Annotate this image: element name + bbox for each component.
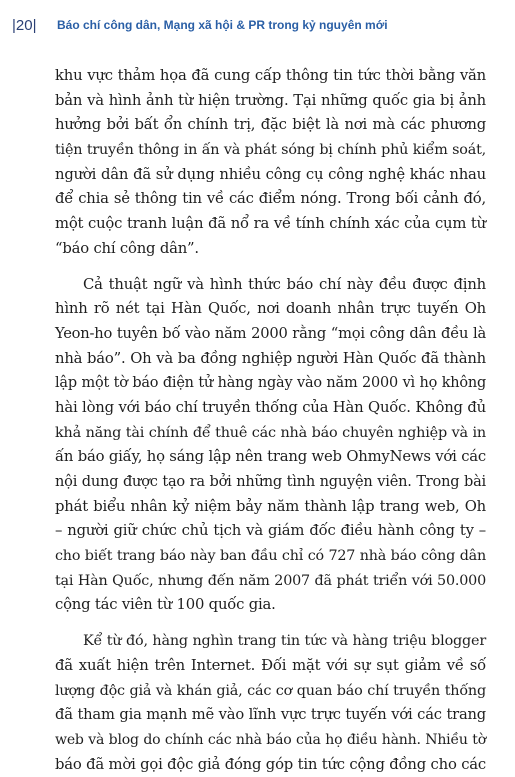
text-line: – người giữ chức chủ tịch và giám đốc điều hành công ty – — [55, 522, 486, 540]
text-line: người dân đã sử dụng nhiều công cụ công nghệ khác nhau — [55, 165, 486, 183]
text-line: web và blog do chính các nhà báo của họ điều hành. Nhiều tờ — [55, 731, 486, 748]
paragraph — [55, 273, 486, 619]
text-line: báo đã mời gọi độc giả đóng góp tin tức cộng đồng cho các — [55, 755, 486, 773]
text-line: ấn báo giấy, họ sáng lập nên trang web OhmyNews với các — [55, 448, 486, 466]
text-line: lượng độc giả và khán giả, các cơ quan báo chí truyền thống — [55, 682, 486, 699]
text-line: đã xuất hiện trên Internet. Đối mặt với sự sụt giảm về số — [55, 656, 486, 674]
paragraph — [55, 629, 486, 777]
text-line: tại Hàn Quốc, nhưng đến năm 2007 đã phát triển với 50.000 — [55, 572, 486, 589]
text-line: Yeon-ho tuyên bố vào năm 2000 rằng “mọi công dân đều là — [55, 324, 486, 342]
text-line: lập một tờ báo điện tử hàng ngày vào năm 2000 vì họ không — [55, 375, 486, 392]
page-header — [0, 0, 515, 48]
text-line: Cả thuật ngữ và hình thức báo chí này đều được định — [83, 275, 486, 293]
text-line: hình rõ nét tại Hàn Quốc, nơi doanh nhân trực tuyến Oh — [55, 300, 486, 318]
text-line: nhà báo”. Oh và ba đồng nghiệp người Hàn Quốc đã thành — [55, 349, 486, 367]
text-line: tiện truyền thông in ấn và phát sóng bị chính phủ kiểm soát, — [55, 142, 486, 159]
text-line: đã tham gia mạnh mẽ vào lĩnh vực trực tuyến với các trang — [55, 706, 486, 724]
text-line: “báo chí công dân”. — [55, 239, 199, 257]
text-line: hài lòng với báo chí truyền thống của Hàn Quốc. Không đủ — [55, 398, 486, 416]
text-line: cho biết trang báo này ban đầu chỉ có 727 nhà báo công dân — [55, 548, 486, 565]
text-line: để chia sẻ thông tin về các điểm nóng. Trong bối cảnh đó, — [55, 190, 486, 208]
text-line: Kể từ đó, hàng nghìn trang tin tức và hàng triệu blogger — [83, 633, 486, 650]
text-line: hưởng bởi bất ổn chính trị, đặc biệt là nơi mà các phương — [55, 116, 486, 134]
text-line: nội dung được tạo ra bởi những tình nguyện viên. Trong bài — [55, 474, 486, 490]
text-line: khả năng tài chính để thuê các nhà báo chuyên nghiệp và in — [55, 424, 486, 441]
page-number: |20| — [12, 17, 37, 34]
text-line: khu vực thảm họa đã cung cấp thông tin tức thời bằng văn — [55, 67, 486, 84]
body-text — [55, 64, 486, 777]
paragraph — [55, 64, 486, 262]
text-line: bản và hình ảnh từ hiện trường. Tại những quốc gia bị ảnh — [55, 91, 486, 109]
running-title: Báo chí công dân, Mạng xã hội & PR trong kỷ nguyên mới — [57, 18, 388, 32]
text-line: cộng tác viên từ 100 quốc gia. — [55, 596, 276, 614]
text-line: phát biểu nhân kỷ niệm bảy năm thành lập trang web, Oh — [55, 497, 486, 515]
text-line: một cuộc tranh luận đã nổ ra về tính chính xác của cụm từ — [55, 215, 486, 233]
